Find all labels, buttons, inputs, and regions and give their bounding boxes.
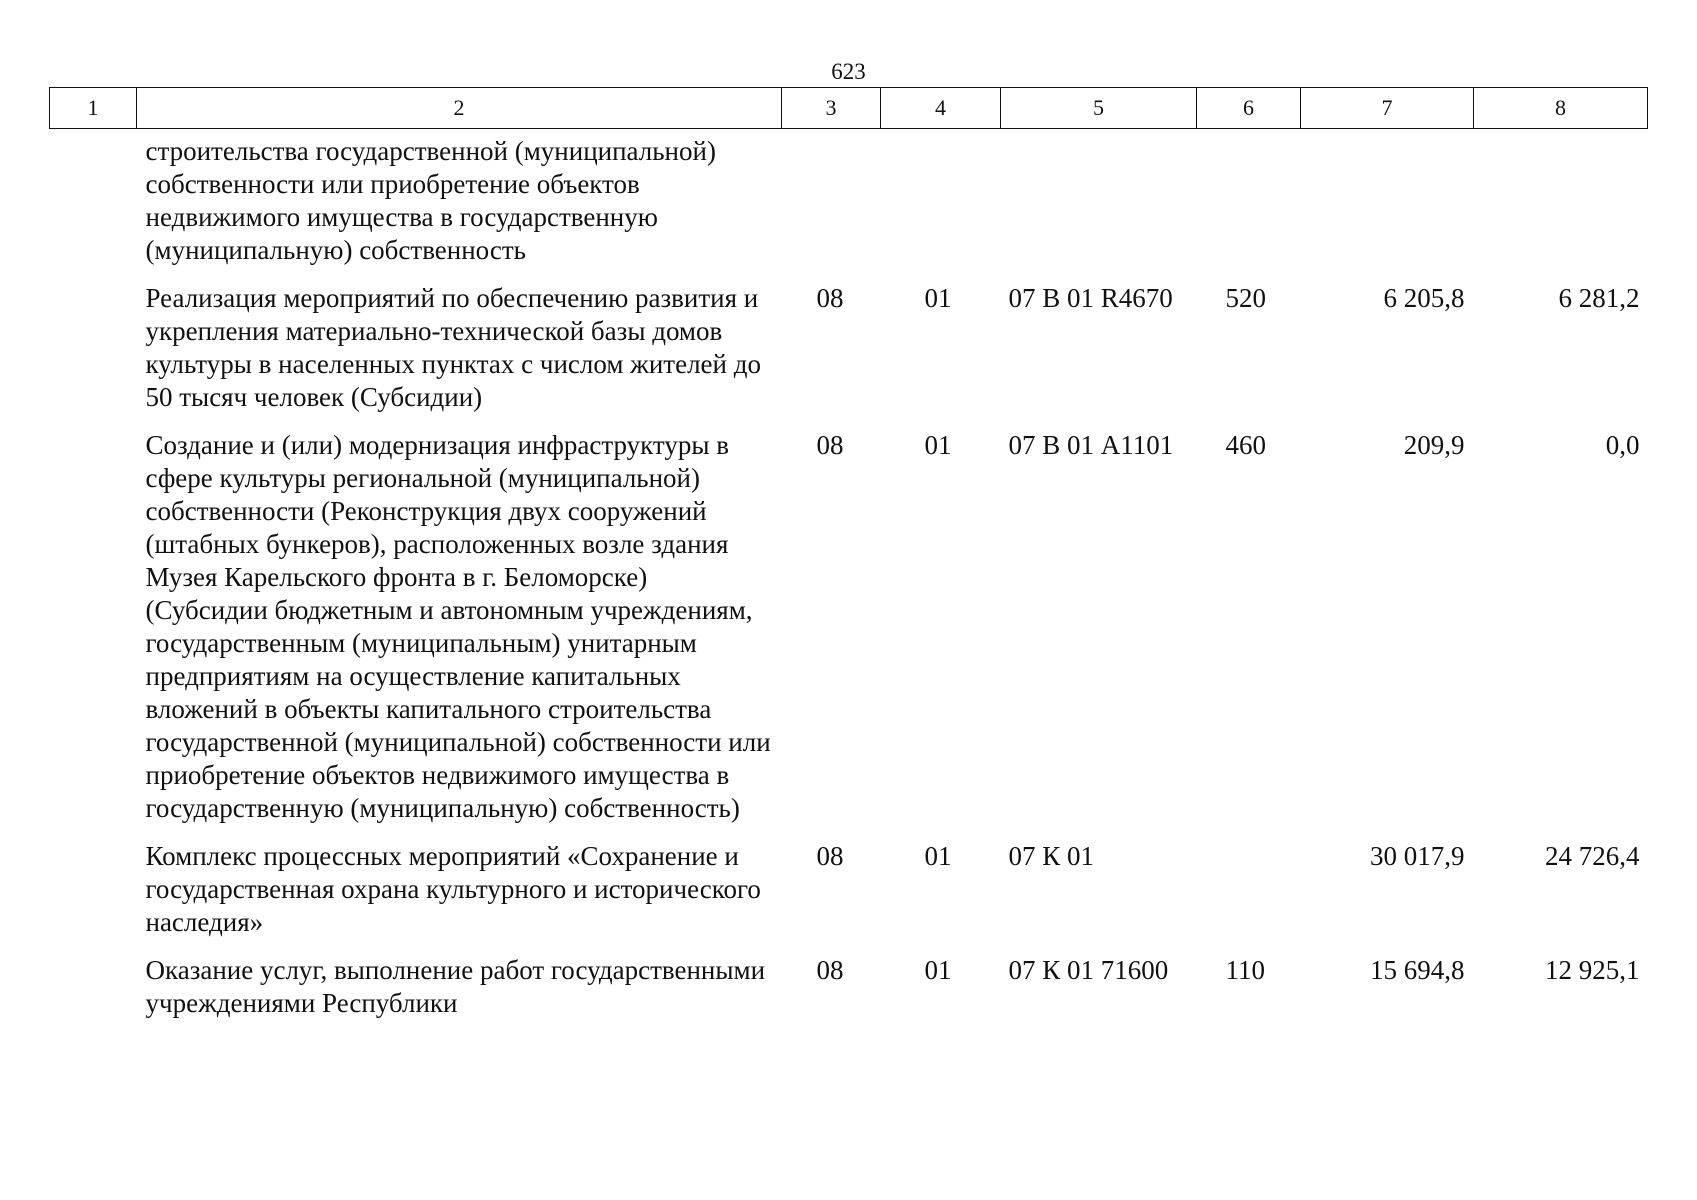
item-name: Реализация мероприятий по обеспечению развития и укрепления материально-технической базы домов культуры в населенных пунктах с числом жителей до 50 тысяч человек (Субсидии) (145, 283, 761, 412)
target-article-code: 07 В 01 R4670 (1008, 283, 1173, 313)
column-header-6: 6 (1197, 88, 1301, 129)
row-number-cell (50, 840, 137, 954)
subsection-code: 01 (924, 841, 952, 871)
expense-type-code (1197, 840, 1301, 954)
column-header-2: 2 (137, 88, 782, 129)
expense-type-code: 520 (1225, 283, 1266, 313)
column-header-4: 4 (881, 88, 1001, 129)
amount-column-8 (1474, 129, 1648, 283)
amount-column-7: 6 205,8 (1383, 283, 1465, 313)
item-name: Создание и (или) модернизация инфраструктуры в сфере культуры региональной (муниципальной) собственности (Реконструкция двух сооружений (штабных бункеров), расположенных возле здания Музея Карельского фронта в г. Беломорске) (Субсидии бюджетным и автономным учреждениям, государственным (муниципальным) унитарным предприятиям на осуществление капитальных вложений в объекты капитального строительства государственной (муниципальной) собственности или приобретение объектов недвижимого имущества в государственную (муниципальную) собственность) (145, 430, 771, 823)
target-article-code: 07 В 01 А1101 (1008, 430, 1174, 460)
expense-type-code: 110 (1225, 955, 1265, 985)
column-header-8: 8 (1474, 88, 1648, 129)
subsection-code: 01 (924, 955, 952, 985)
amount-column-7 (1301, 129, 1474, 283)
table-row (50, 954, 1648, 1035)
subsection-code: 01 (924, 283, 952, 313)
subsection-code: 01 (924, 430, 952, 460)
item-name: Комплекс процессных мероприятий «Сохранение и государственная охрана культурного и исторического наследия» (145, 841, 761, 937)
table-row (50, 840, 1648, 954)
column-header-3: 3 (782, 88, 881, 129)
row-number-cell (50, 954, 137, 1035)
column-header-1: 1 (50, 88, 137, 129)
table-row (50, 429, 1648, 840)
section-code: 08 (816, 430, 844, 460)
column-header-7: 7 (1301, 88, 1474, 129)
row-number-cell (50, 429, 137, 840)
amount-column-7: 209,9 (1403, 430, 1465, 460)
amount-column-7: 30 017,9 (1370, 841, 1465, 871)
item-name: строительства государственной (муниципальной) собственности или приобретение объектов недвижимого имущества в государственную (муниципальную) собственность (145, 136, 716, 265)
section-code: 08 (816, 283, 844, 313)
budget-table (49, 87, 1648, 1035)
table-row (50, 129, 1648, 283)
row-number-cell (50, 129, 137, 283)
target-article-code (1001, 129, 1197, 283)
table-header-row (50, 88, 1648, 129)
subsection-code (881, 129, 1001, 283)
target-article-code: 07 К 01 (1008, 841, 1095, 871)
expense-type-code (1197, 129, 1301, 283)
amount-column-8: 6 281,2 (1558, 283, 1640, 313)
amount-column-8: 12 925,1 (1545, 955, 1640, 985)
row-number-cell (50, 282, 137, 429)
target-article-code: 07 К 01 71600 (1008, 955, 1169, 985)
amount-column-7: 15 694,8 (1370, 955, 1465, 985)
expense-type-code: 460 (1225, 430, 1266, 460)
section-code (782, 129, 881, 283)
item-name: Оказание услуг, выполнение работ государственными учреждениями Республики (145, 955, 766, 1018)
section-code: 08 (816, 841, 844, 871)
page-number: 623 (831, 59, 866, 84)
amount-column-8: 24 726,4 (1545, 841, 1640, 871)
table-row (50, 282, 1648, 429)
column-header-5: 5 (1001, 88, 1197, 129)
section-code: 08 (816, 955, 844, 985)
amount-column-8: 0,0 (1605, 430, 1640, 460)
